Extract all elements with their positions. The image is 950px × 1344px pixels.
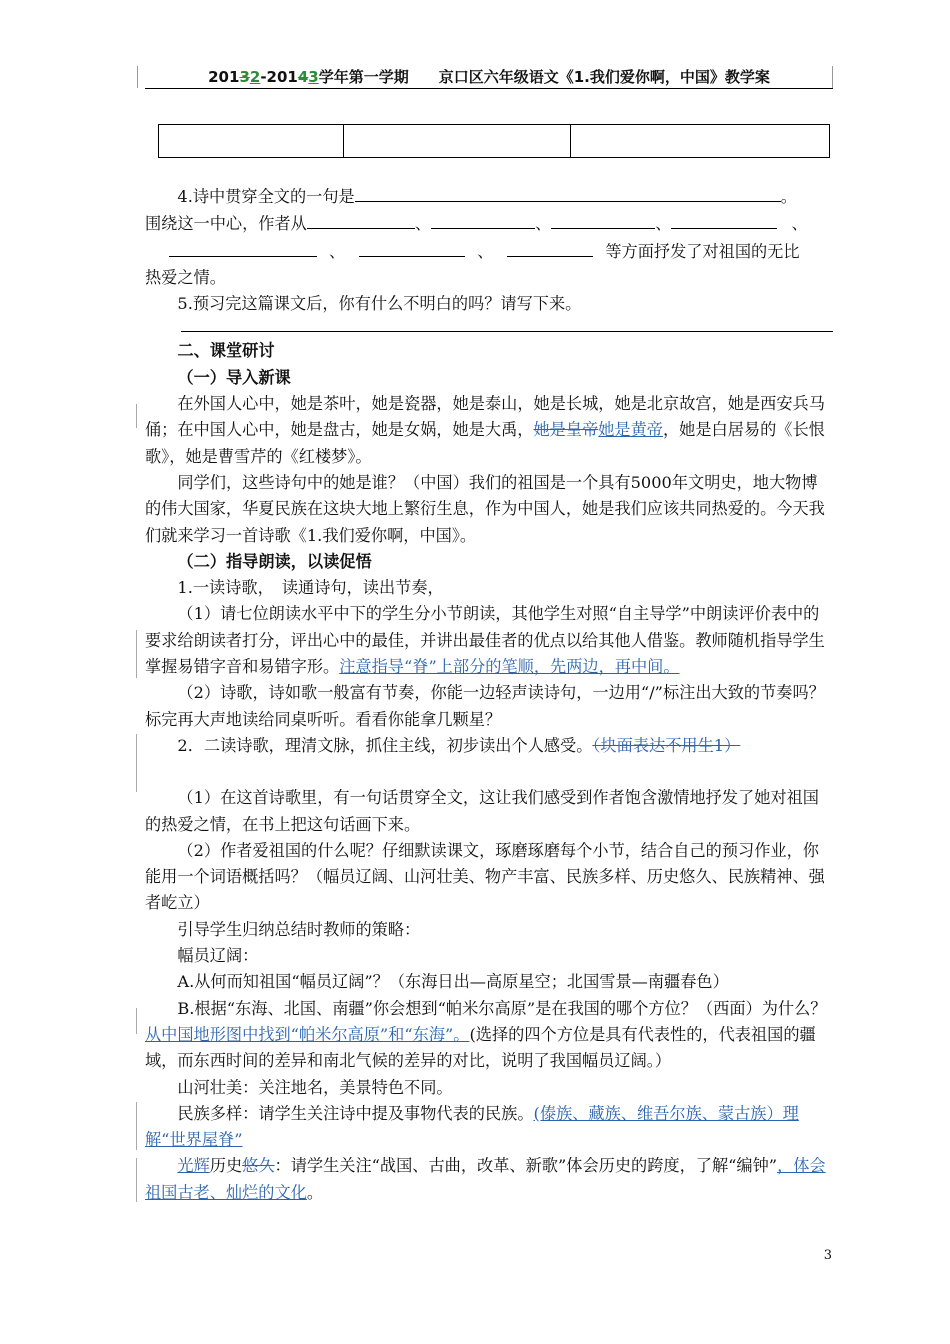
crop-mark [137,66,138,88]
revision-bar [136,734,137,792]
paragraph-text: 民族多样：请学生关注诗中提及事物代表的民族。 [177,1103,534,1123]
revision-bar [136,1102,137,1150]
read1-paragraph-2: （2）诗歌，诗如歌一般富有节奏，你能一边轻声读诗句，一边用“/”标注出大致的节奏吗？标完再大声地读给同桌听听。看看你能拿几颗星？ [145,683,825,729]
table-cell [344,125,571,158]
q4-separator: 、 [655,214,672,234]
inserted-text: 她是黄帝 [598,420,663,440]
intro-paragraph-2: 同学们，这些诗句中的她是谁？（中国）我们的祖国是一个具有5000年文明史，地大物博的伟大国家，华夏民族在这块大地上繁衍生息，作为中国人，她是我们应该共同热爱的。今天我们就来学习一首诗歌《1.我们爱你啊，中国》。 [145,472,825,545]
step-title: 1.一读诗歌， 读通诗句，读出节奏， [177,578,444,598]
inserted-text: 光辉 [177,1156,210,1176]
intro-paragraph-1 [145,391,833,470]
point-b [145,996,833,1075]
header-deleted-digit: 4 [297,68,309,86]
table-cell [159,125,344,158]
answer-table [158,124,830,158]
inserted-text: (傣族、藏族、维吾尔族、蒙古族）理解“世界屋脊” [145,1103,799,1150]
answer-blank[interactable] [359,238,465,257]
header-year-text: -201 [260,68,298,86]
q4-text: 围绕这一中心，作者从 [145,214,307,234]
step-title-text: 2．二读诗歌，理清文脉，抓住主线，初步读出个人感受。 [177,735,593,755]
paragraph-text: B.根据“东海、北国、南疆”你会想到“帕米尔高原”是在我国的哪个方位？（西面）为什么？ [177,998,827,1018]
revision-bar [136,404,137,428]
paragraph-text: 。 [306,1182,324,1202]
answer-blank[interactable] [507,238,593,257]
q4-text: 。 [780,187,797,206]
answer-blank[interactable] [431,210,535,229]
table-cell [571,125,830,158]
page-number: 3 [823,1248,832,1263]
revision-bar [136,1158,137,1202]
q4-separator: 、 [329,241,346,261]
inserted-text: 注意指导“脊”上部分的笔顺，先两边，再中间。 [339,657,680,677]
header-rule [145,88,833,89]
header-year-text: 201 [208,68,240,86]
section-heading: 二、课堂研讨 [177,341,275,361]
read2-paragraph-1: （1）在这首诗歌里，有一句话贯穿全文，这让我们感受到作者饱含激情地抒发了她对祖国的热爱之情，在书上把这句话画下来。 [145,788,819,834]
point-a: A.从何而知祖国“幅员辽阔”？（东海日出—高原星空；北国雪景—南疆春色） [177,972,729,992]
revision-bar [136,630,137,678]
answer-line[interactable] [181,317,833,332]
header-title: 学年第一学期 京口区六年级语文《1.我们爱你啊，中国》教学案 [318,68,770,86]
header-deleted-digit: 3 [239,68,250,86]
question-4-line3 [145,238,833,265]
paragraph-text: 历史 [209,1156,243,1176]
answer-blank[interactable] [355,183,781,202]
paragraph-text: 在外国人心中，她是茶叶，她是瓷器，她是泰山，她是长城，她是北京故宫，她是西安兵马俑；在中国人心中，她是盘古，她是女娲，她是大禹， [145,394,825,440]
subsection-heading: （一）导入新课 [177,367,291,387]
header-inserted-digit: 2 [249,68,261,86]
paragraph-text: ，她是白居易的《长恨歌》，她是曹雪芹的《红楼梦》。 [145,420,825,466]
answer-blank[interactable] [551,210,655,229]
topic-shanhe: 山河壮美：关注地名，美景特色不同。 [177,1077,453,1097]
page-header [145,66,833,87]
deleted-text: （块面表达不用生1） [592,735,741,755]
read2-paragraph-2: （2）作者爱祖国的什么呢？仔细默读课文，琢磨琢磨每个小节，结合自己的预习作业，你能用一个词语概括吗？（幅员辽阔、山河壮美、物产丰富、民族多样、历史悠久、民族精神、强者屹立） [145,840,825,913]
blank-line [145,759,833,785]
document-body [145,183,833,1206]
q4-text: 4.诗中贯穿全文的一句是 [177,187,355,206]
paragraph-text: ：请学生关注“战国、古曲，改革、新歌”体会历史的跨度，了解“编钟” [274,1156,778,1176]
header-inserted-digit: 3 [308,68,319,86]
topic-minzu [145,1101,833,1154]
question-4 [145,183,833,210]
paragraph-text: (选择的四个方位是具有代表性的，代表祖国的疆域，而东西时间的差异和南北气候的差异的对比，说明了我国幅员辽阔。） [145,1024,816,1071]
question-4-line2 [145,210,833,237]
q4-separator: 、 [477,241,494,261]
q4-separator: 、 [535,214,552,234]
question-4-line4: 热爱之情。 [145,267,226,287]
strategy-line: 引导学生归纳总结时教师的策略： [177,919,421,939]
deleted-text: 她是皇帝 [533,420,599,440]
topic-label: 幅员辽阔： [177,946,259,966]
revision-bar [136,1008,137,1034]
answer-blank[interactable] [307,210,415,229]
answer-blank[interactable] [169,238,317,257]
step-title [145,733,833,759]
q4-separator: 、 [791,214,808,234]
inserted-text: ，体会祖国古老、灿烂的文化 [145,1156,826,1202]
answer-blank[interactable] [671,210,777,229]
topic-lishi [145,1153,833,1206]
table-row [159,125,830,158]
q4-text: 等方面抒发了对祖国的无比 [605,241,800,261]
inserted-text: 从中国地形图中找到“帕米尔高原”和“东海”。 [145,1024,470,1044]
subsection-heading: （二）指导朗读，以读促悟 [177,551,372,571]
paragraph-text: （1）请七位朗读水平中下的学生分小节朗读，其他学生对照“自主导学”中朗读评价表中的要求给朗读者打分，评出心中的最佳，并讲出最佳者的优点以给其他人借鉴。教师随机指导学生掌握易错字音和易错字形。 [145,604,825,677]
read1-paragraph-1 [145,601,833,680]
question-5: 5.预习完这篇课文后，你有什么不明白的吗？请写下来。 [177,294,582,314]
q4-separator: 、 [414,214,432,234]
deleted-text: 悠久 [242,1156,275,1176]
